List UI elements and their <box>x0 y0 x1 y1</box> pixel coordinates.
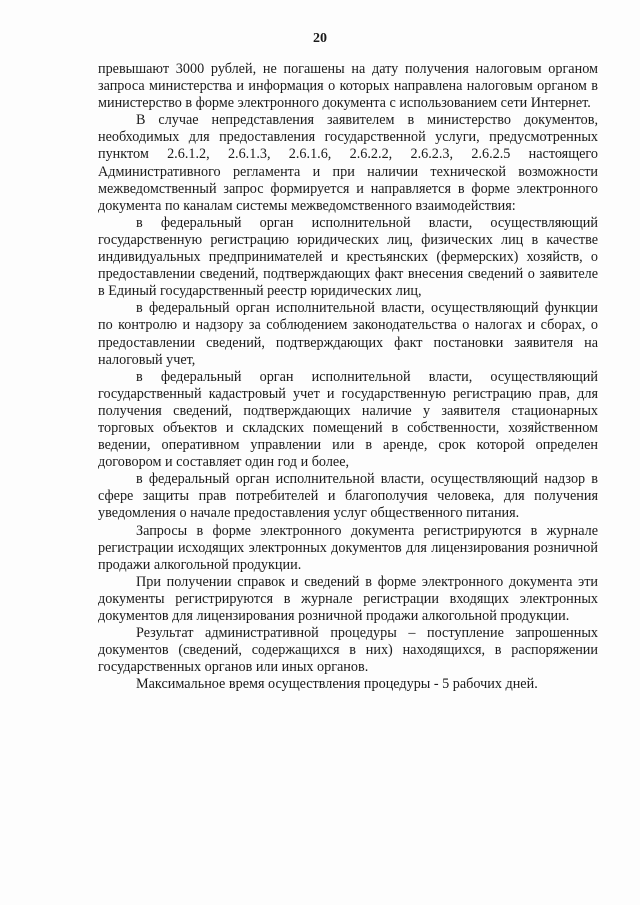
page-number: 20 <box>313 31 327 46</box>
document-body <box>98 61 598 693</box>
paragraph: в федеральный орган исполнительной власти, осуществляющий функции по контролю и надзору за соблюдением законодательства о налогах и сборах, о предоставлении сведений, подтверждающих факт постановки заявителя на налоговый учет, <box>98 300 598 368</box>
paragraph: В случае непредставления заявителем в министерство документов, необходимых для предоставления государственной услуги, предусмотренных пунктом 2.6.1.2, 2.6.1.3, 2.6.1.6, 2.6.2.2, 2.6.2.3, 2.6.2.5 настоящего Административного регламента и при наличии технической возможности межведомственный запрос формируется и направляется в форме электронного документа по каналам системы межведомственного взаимодействия: <box>98 112 598 214</box>
paragraph: в федеральный орган исполнительной власти, осуществляющий надзор в сфере защиты прав потребителей и благополучия человека, для получения уведомления о начале предоставления услуг общественного питания. <box>98 471 598 522</box>
paragraph: Максимальное время осуществления процедуры - 5 рабочих дней. <box>136 676 538 693</box>
paragraph: При получении справок и сведений в форме электронного документа эти документы регистрируются в журнале регистрации входящих электронных документов для лицензирования розничной продажи алкогольной продукции. <box>98 573 598 624</box>
paragraph: превышают 3000 рублей, не погашены на дату получения налоговым органом запроса министерства и информация о которых направлена налоговым органом в министерство в форме электронного документа с использованием сети Интернет. <box>98 61 598 112</box>
paragraph: в федеральный орган исполнительной власти, осуществляющий государственный кадастровый учет и государственную регистрацию прав, для получения сведений, подтверждающих наличие у заявителя стационарных торговых объектов и складских помещений в собственности, хозяйственном ведении, оперативном управлении или в аренде, срок которой определен договором и составляет один год и более, <box>98 368 598 471</box>
paragraph: в федеральный орган исполнительной власти, осуществляющий государственную регистрацию юридических лиц, физических лиц в качестве индивидуальных предпринимателей и крестьянских (фермерских) хозяйств, о предоставлении сведений, подтверждающих факт внесения сведений о заявителе в Единый государственный реестр юридических лиц, <box>98 214 598 300</box>
paragraph: Запросы в форме электронного документа регистрируются в журнале регистрации исходящих электронных документов для лицензирования розничной продажи алкогольной продукции. <box>98 522 598 573</box>
paragraph: Результат административной процедуры – поступление запрошенных документов (сведений, содержащихся в них) находящихся, в распоряжении государственных органов или иных органов. <box>98 625 598 676</box>
